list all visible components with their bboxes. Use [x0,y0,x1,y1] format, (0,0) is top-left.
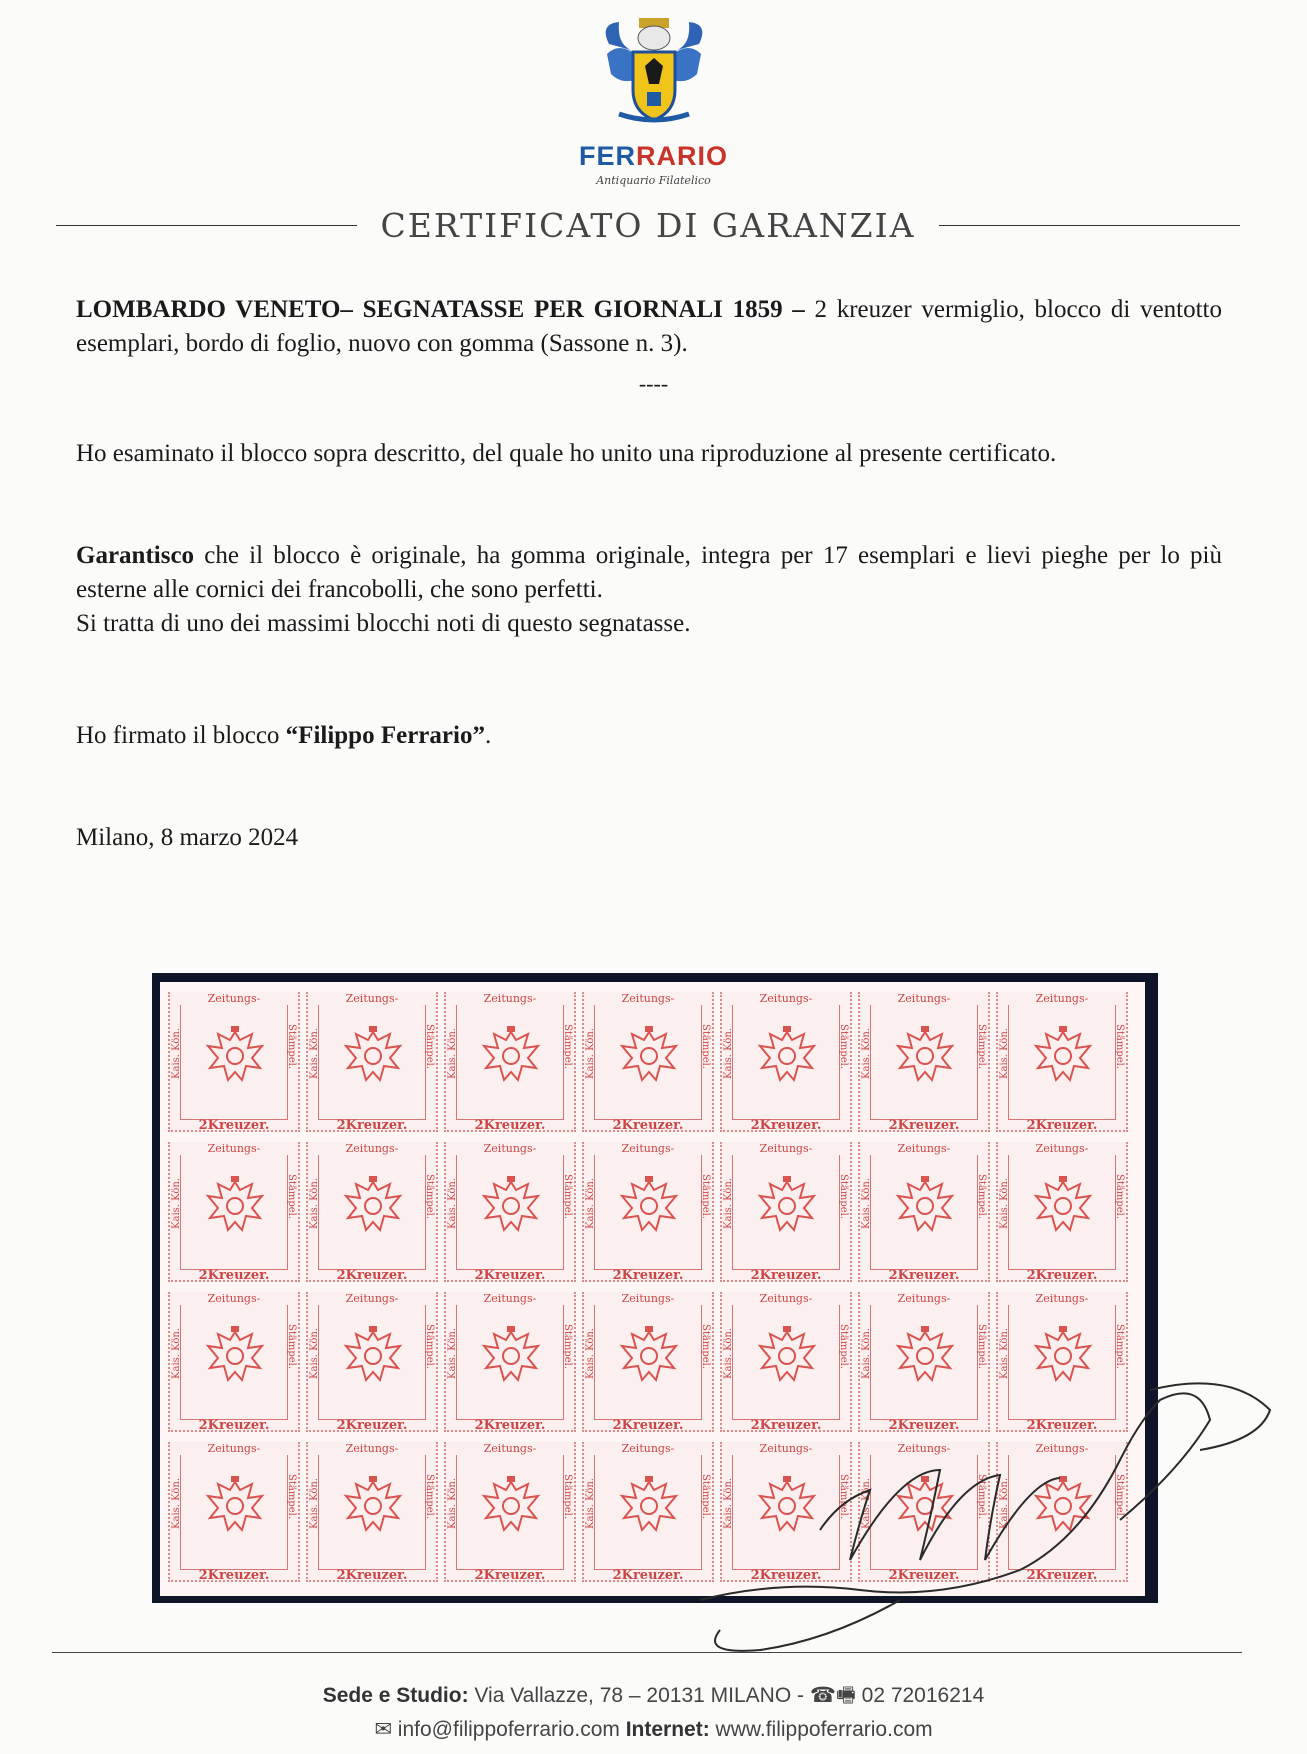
stamp-value-text: 2Kreuzer. [750,1118,822,1133]
eagle-icon [478,1474,544,1540]
stamp-value-text: 2Kreuzer. [198,1418,270,1433]
stamp-top-text: Zeitungs- [860,1442,988,1455]
stamp-left-text: Kais. Kön. [999,1478,1010,1529]
stamp-value-text: 2Kreuzer. [474,1418,546,1433]
stamp [858,992,990,1132]
eagle-icon [340,1024,406,1090]
signed-name: “Filippo Ferrario” [285,722,485,749]
signed-post: . [484,722,492,749]
stamp-left-text: Kais. Kön. [861,1028,872,1079]
stamp-right-text: Stämpel. [1114,1474,1125,1520]
logo [0,14,1307,187]
paragraph-guarantee [76,539,1222,641]
stamp [306,1142,438,1282]
footer-address [0,1681,1307,1716]
stamp-top-text: Zeitungs- [446,1142,574,1155]
stamp-right-text: Stämpel. [562,1024,573,1070]
brand-red: RARIO [636,141,728,171]
stamp-left-text: Kais. Kön. [723,1028,734,1079]
stamp [444,992,576,1132]
stamp [444,1442,576,1582]
stamp-top-text: Zeitungs- [446,992,574,1005]
eagle-icon [202,1474,268,1540]
stamp-top-text: Zeitungs- [860,992,988,1005]
eagle-icon [754,1174,820,1240]
stamp-left-text: Kais. Kön. [723,1178,734,1229]
signed-statement [76,719,1222,753]
email-icon: ✉ [374,1718,392,1741]
stamp-left-text: Kais. Kön. [861,1478,872,1529]
eagle-icon [340,1324,406,1390]
stamp-value-text: 2Kreuzer. [336,1418,408,1433]
stamp-top-text: Zeitungs- [860,1292,988,1305]
stamp-left-text: Kais. Kön. [999,1178,1010,1229]
eagle-icon [616,1474,682,1540]
description [76,293,1222,361]
stamp-value-text: 2Kreuzer. [474,1118,546,1133]
stamp [306,1442,438,1582]
eagle-icon [478,1174,544,1240]
eagle-icon [892,1174,958,1240]
stamp-top-text: Zeitungs- [722,1292,850,1305]
stamp-left-text: Kais. Kön. [999,1328,1010,1379]
stamp-top-text: Zeitungs- [308,1442,436,1455]
stamp [858,1442,990,1582]
footer-address-text: Via Vallazze, 78 – 20131 MILANO - ☎🖷 02 72016214 [468,1684,985,1707]
eagle-icon [892,1324,958,1390]
stamp [582,992,714,1132]
stamp [306,992,438,1132]
stamp-top-text: Zeitungs- [446,1292,574,1305]
eagle-icon [754,1474,820,1540]
stamp-value-text: 2Kreuzer. [474,1568,546,1583]
stamp-right-text: Stämpel. [1114,1324,1125,1370]
brand-blue: FER [579,141,636,171]
stamp [720,1442,852,1582]
stamp-right-text: Stämpel. [838,1174,849,1220]
stamp [582,1442,714,1582]
stamp-right-text: Stämpel. [424,1474,435,1520]
stamp-value-text: 2Kreuzer. [612,1418,684,1433]
stamp-value-text: 2Kreuzer. [198,1118,270,1133]
stamp [582,1292,714,1432]
stamp-left-text: Kais. Kön. [861,1178,872,1229]
title-row [56,206,1240,245]
tagline: Antiquario Filatelico [596,174,711,187]
stamp-value-text: 2Kreuzer. [888,1568,960,1583]
page-title: CERTIFICATO DI GARANZIA [380,206,916,245]
eagle-icon [202,1174,268,1240]
eagle-icon [478,1324,544,1390]
stamp-value-text: 2Kreuzer. [336,1268,408,1283]
eagle-icon [1030,1024,1096,1090]
stamp-value-text: 2Kreuzer. [198,1568,270,1583]
stamp [168,1442,300,1582]
stamp-top-text: Zeitungs- [584,1292,712,1305]
stamp-left-text: Kais. Kön. [447,1028,458,1079]
stamp-right-text: Stämpel. [1114,1174,1125,1220]
stamp-right-text: Stämpel. [838,1474,849,1520]
stamp-right-text: Stämpel. [424,1324,435,1370]
stamp-left-text: Kais. Kön. [171,1328,182,1379]
stamp-value-text: 2Kreuzer. [888,1418,960,1433]
description-rest: 2 kreuzer vermiglio, blocco di ventotto esemplari, bordo di foglio, nuovo con gomma (Sassone n. 3). [76,296,1222,357]
eagle-icon [892,1024,958,1090]
stamp-left-text: Kais. Kön. [171,1478,182,1529]
footer-rule [52,1652,1242,1653]
stamp [444,1142,576,1282]
eagle-icon [754,1324,820,1390]
place-date: Milano, 8 marzo 2024 [76,824,299,851]
title-rule-right [939,225,1240,226]
stamp-right-text: Stämpel. [700,1024,711,1070]
stamp [996,1292,1128,1432]
stamp-top-text: Zeitungs- [584,992,712,1005]
coat-of-arms-icon [589,14,719,132]
stamp-value-text: 2Kreuzer. [1026,1118,1098,1133]
stamp-left-text: Kais. Kön. [309,1478,320,1529]
footer-contacts [0,1717,1307,1742]
paragraph-examined: Ho esaminato il blocco sopra descritto, del quale ho unito una riproduzione al presente certificato. [76,440,1057,467]
stamp-right-text: Stämpel. [976,1024,987,1070]
eagle-icon [892,1474,958,1540]
stamp-right-text: Stämpel. [286,1024,297,1070]
guarantee-bold: Garantisco [76,542,195,569]
stamp-value-text: 2Kreuzer. [612,1568,684,1583]
stamp [444,1292,576,1432]
guarantee-rest: che il blocco è originale, ha gomma originale, integra per 17 esemplari e lievi pieghe per lo più esterne alle cornici dei francobolli, che sono perfetti. [76,542,1222,603]
stamp-value-text: 2Kreuzer. [1026,1268,1098,1283]
stamp-right-text: Stämpel. [286,1324,297,1370]
stamp [858,1142,990,1282]
stamp [996,1442,1128,1582]
title-rule-left [56,225,357,226]
stamp-value-text: 2Kreuzer. [750,1418,822,1433]
stamp-top-text: Zeitungs- [722,992,850,1005]
eagle-icon [340,1474,406,1540]
stamp-left-text: Kais. Kön. [171,1028,182,1079]
stamp [996,992,1128,1132]
stamp-value-text: 2Kreuzer. [888,1268,960,1283]
signed-pre: Ho firmato il blocco [76,722,286,749]
stamp-value-text: 2Kreuzer. [336,1568,408,1583]
stamp-top-text: Zeitungs- [308,1142,436,1155]
separator: ---- [638,371,669,396]
stamp-top-text: Zeitungs- [170,992,298,1005]
guarantee-line2: Si tratta di uno dei massimi blocchi noti di questo segnatasse. [76,610,691,637]
eagle-icon [340,1174,406,1240]
stamp-right-text: Stämpel. [700,1474,711,1520]
eagle-icon [616,1174,682,1240]
stamp-right-text: Stämpel. [286,1474,297,1520]
stamp-value-text: 2Kreuzer. [336,1118,408,1133]
eagle-icon [754,1024,820,1090]
stamp-left-text: Kais. Kön. [861,1328,872,1379]
footer-email[interactable]: info@filippoferrario.com [391,1718,626,1741]
eagle-icon [1030,1324,1096,1390]
stamp-top-text: Zeitungs- [584,1442,712,1455]
eagle-icon [202,1324,268,1390]
stamp-left-text: Kais. Kön. [447,1328,458,1379]
stamp-left-text: Kais. Kön. [309,1178,320,1229]
footer-internet-label: Internet: [625,1718,710,1741]
stamp-top-text: Zeitungs- [308,992,436,1005]
stamp-left-text: Kais. Kön. [171,1178,182,1229]
stamp-right-text: Stämpel. [700,1174,711,1220]
stamp-right-text: Stämpel. [976,1474,987,1520]
stamp-right-text: Stämpel. [838,1024,849,1070]
stamp-value-text: 2Kreuzer. [1026,1568,1098,1583]
stamp-top-text: Zeitungs- [170,1442,298,1455]
stamp-top-text: Zeitungs- [584,1142,712,1155]
eagle-icon [1030,1474,1096,1540]
stamp-value-text: 2Kreuzer. [474,1268,546,1283]
stamp [996,1142,1128,1282]
stamp-right-text: Stämpel. [424,1024,435,1070]
stamp-value-text: 2Kreuzer. [612,1118,684,1133]
stamp-right-text: Stämpel. [562,1474,573,1520]
stamp-value-text: 2Kreuzer. [750,1568,822,1583]
stamp-left-text: Kais. Kön. [585,1328,596,1379]
stamp-left-text: Kais. Kön. [309,1028,320,1079]
stamp-right-text: Stämpel. [286,1174,297,1220]
stamp-value-text: 2Kreuzer. [750,1268,822,1283]
stamp-left-text: Kais. Kön. [447,1178,458,1229]
eagle-icon [616,1024,682,1090]
stamp-value-text: 2Kreuzer. [198,1268,270,1283]
footer-website[interactable]: www.filippoferrario.com [709,1718,933,1741]
stamp-left-text: Kais. Kön. [447,1478,458,1529]
stamp [306,1292,438,1432]
stamp [858,1292,990,1432]
stamp-top-text: Zeitungs- [998,1442,1126,1455]
stamp-top-text: Zeitungs- [170,1142,298,1155]
stamp-right-text: Stämpel. [700,1324,711,1370]
stamp [168,1292,300,1432]
stamp-value-text: 2Kreuzer. [888,1118,960,1133]
stamp [168,1142,300,1282]
stamp [720,1292,852,1432]
stamp-right-text: Stämpel. [976,1174,987,1220]
stamp [720,1142,852,1282]
stamp-left-text: Kais. Kön. [309,1328,320,1379]
stamp-right-text: Stämpel. [562,1324,573,1370]
stamp [582,1142,714,1282]
eagle-icon [478,1024,544,1090]
footer-address-label: Sede e Studio: [322,1684,469,1707]
stamp-top-text: Zeitungs- [308,1292,436,1305]
stamp-top-text: Zeitungs- [722,1442,850,1455]
stamp-right-text: Stämpel. [562,1174,573,1220]
stamp-right-text: Stämpel. [424,1174,435,1220]
stamp-value-text: 2Kreuzer. [1026,1418,1098,1433]
stamp-right-text: Stämpel. [1114,1024,1125,1070]
stamp-value-text: 2Kreuzer. [612,1268,684,1283]
stamp-block [160,982,1145,1596]
stamp-top-text: Zeitungs- [860,1142,988,1155]
stamp-left-text: Kais. Kön. [585,1478,596,1529]
eagle-icon [202,1024,268,1090]
stamp-right-text: Stämpel. [976,1324,987,1370]
stamp-left-text: Kais. Kön. [585,1028,596,1079]
stamp-top-text: Zeitungs- [998,1142,1126,1155]
stamp-left-text: Kais. Kön. [999,1028,1010,1079]
stamp-left-text: Kais. Kön. [723,1478,734,1529]
stamp-top-text: Zeitungs- [998,1292,1126,1305]
eagle-icon [1030,1174,1096,1240]
stamp-left-text: Kais. Kön. [723,1328,734,1379]
stamp-top-text: Zeitungs- [998,992,1126,1005]
stamp-grid [168,992,1148,1582]
stamp-top-text: Zeitungs- [446,1442,574,1455]
stamp-top-text: Zeitungs- [722,1142,850,1155]
stamp-top-text: Zeitungs- [170,1292,298,1305]
description-bold: LOMBARDO VENETO– SEGNATASSE PER GIORNALI 1859 – [76,296,805,323]
stamp-left-text: Kais. Kön. [585,1178,596,1229]
stamp [720,992,852,1132]
eagle-icon [616,1324,682,1390]
stamp [168,992,300,1132]
stamp-right-text: Stämpel. [838,1324,849,1370]
